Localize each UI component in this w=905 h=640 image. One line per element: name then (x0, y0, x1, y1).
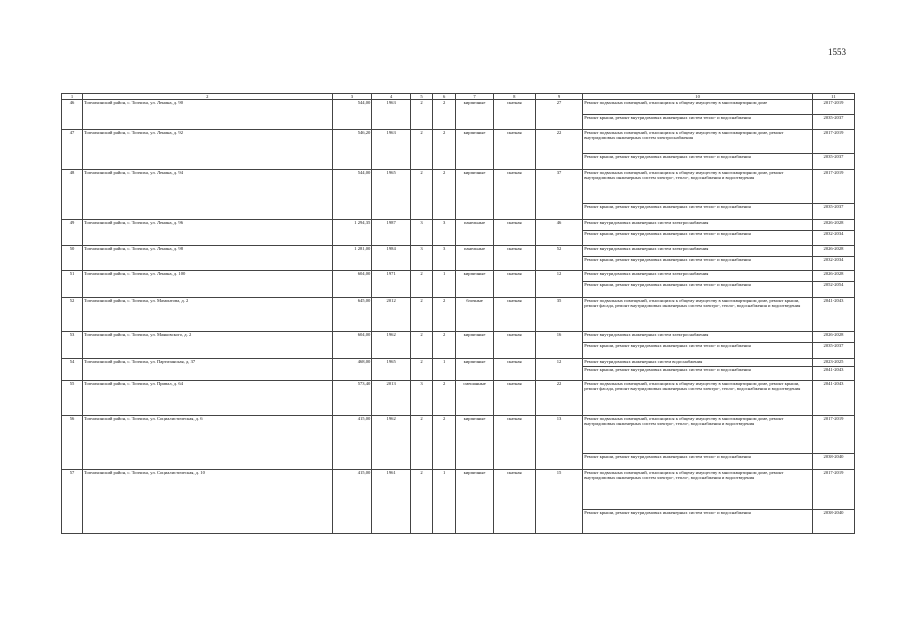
floors-cell: 2 (410, 416, 432, 470)
table-row (62, 381, 855, 416)
table-row (62, 271, 855, 282)
row-number: 55 (62, 381, 83, 416)
area-cell: 573,40 (332, 381, 372, 416)
apartments-cell: 13 (535, 416, 582, 470)
row-number: 54 (62, 359, 83, 381)
column-header: 7 (456, 94, 494, 100)
table-row (62, 416, 855, 454)
work-description-cell: Ремонт крыши, ремонт внутридомовых инженерных систем тепло- и водоснабжения (583, 282, 813, 298)
apartments-cell: 15 (535, 470, 582, 534)
area-cell: 1 294,35 (332, 220, 372, 246)
table-row (62, 100, 855, 115)
year-cell: 2012 (372, 298, 411, 332)
apartments-cell: 52 (535, 246, 582, 271)
year-cell: 1962 (372, 416, 411, 470)
column-header: 5 (410, 94, 432, 100)
entrances-cell: 1 (433, 359, 456, 381)
roof-type-cell: скатная (493, 416, 535, 470)
roof-type-cell: скатная (493, 170, 535, 220)
work-description-cell: Ремонт крыши, ремонт внутридомовых инженерных систем тепло- и водоснабжения (583, 510, 813, 534)
period-cell: 2017-2019 (812, 416, 854, 454)
period-cell: 2035-2037 (812, 204, 854, 220)
work-description-cell: Ремонт крыши, ремонт внутридомовых инженерных систем тепло- и водоснабжения (583, 454, 813, 470)
period-cell: 2032-2034 (812, 257, 854, 271)
wall-material-cell: кирпичные (456, 470, 494, 534)
period-cell: 2041-2043 (812, 381, 854, 416)
entrances-cell: 2 (433, 381, 456, 416)
row-number: 48 (62, 170, 83, 220)
floors-cell: 2 (410, 100, 432, 130)
work-description-cell: Ремонт крыши, ремонт внутридомовых инженерных систем тепло- и водоснабжения (583, 154, 813, 170)
row-number: 57 (62, 470, 83, 534)
period-cell: 2041-2043 (812, 298, 854, 332)
address-cell: Топчихинский район, с. Топчиха, ул. Социалистическая, д. 10 (82, 470, 332, 534)
period-cell: 2038-2040 (812, 510, 854, 534)
entrances-cell: 2 (433, 100, 456, 130)
apartments-cell: 37 (535, 170, 582, 220)
area-cell: 1 281,00 (332, 246, 372, 271)
row-number: 52 (62, 298, 83, 332)
floors-cell: 3 (410, 381, 432, 416)
floors-cell: 2 (410, 470, 432, 534)
roof-type-cell: скатная (493, 271, 535, 298)
table-row (62, 470, 855, 510)
period-cell: 2035-2037 (812, 115, 854, 130)
work-description-cell: Ремонт крыши, ремонт внутридомовых инженерных систем тепло- и водоснабжения (583, 343, 813, 359)
address-cell: Топчихинский район, с. Топчиха, ул. Партизанская, д. 37 (82, 359, 332, 381)
apartments-cell: 46 (535, 220, 582, 246)
floors-cell: 3 (410, 220, 432, 246)
apartments-cell: 27 (535, 100, 582, 130)
year-cell: 1987 (372, 220, 411, 246)
wall-material-cell: кирпичные (456, 100, 494, 130)
column-header: 2 (82, 94, 332, 100)
column-header: 10 (583, 94, 813, 100)
period-cell: 2038-2040 (812, 454, 854, 470)
table-row (62, 170, 855, 204)
wall-material-cell: панельные (456, 246, 494, 271)
floors-cell: 2 (410, 170, 432, 220)
row-number: 53 (62, 332, 83, 359)
apartments-cell: 22 (535, 130, 582, 170)
work-description-cell: Ремонт крыши, ремонт внутридомовых инженерных систем тепло- и водоснабжения (583, 367, 813, 381)
work-description-cell: Ремонт подвальных помещений, относящихся к общему имуществу в многоквартирном доме (583, 100, 813, 115)
area-cell: 544,00 (332, 100, 372, 130)
apartments-cell: 35 (535, 298, 582, 332)
table-row (62, 220, 855, 231)
period-cell: 2026-2028 (812, 332, 854, 343)
floors-cell: 2 (410, 271, 432, 298)
row-number: 49 (62, 220, 83, 246)
address-cell: Топчихинский район, с. Топчиха, ул. Социалистическая, д. 6 (82, 416, 332, 470)
row-number: 50 (62, 246, 83, 271)
year-cell: 1984 (372, 246, 411, 271)
entrances-cell: 3 (433, 246, 456, 271)
wall-material-cell: блочные (456, 298, 494, 332)
period-cell: 2035-2037 (812, 343, 854, 359)
column-header: 4 (372, 94, 411, 100)
wall-material-cell: кирпичные (456, 271, 494, 298)
entrances-cell: 2 (433, 416, 456, 470)
wall-material-cell: кирпичные (456, 130, 494, 170)
table-row (62, 246, 855, 257)
column-header: 6 (433, 94, 456, 100)
roof-type-cell: скатная (493, 220, 535, 246)
address-cell: Топчихинский район, с. Топчиха, ул. Ленина, д. 92 (82, 130, 332, 170)
address-cell: Топчихинский район, с. Топчиха, ул. Мамонтова, д. 2 (82, 298, 332, 332)
period-cell: 2035-2037 (812, 154, 854, 170)
wall-material-cell: кирпичные (456, 170, 494, 220)
year-cell: 1962 (372, 332, 411, 359)
row-number: 46 (62, 100, 83, 130)
address-cell: Топчихинский район, с. Топчиха, ул. Ленина, д. 100 (82, 271, 332, 298)
area-cell: 544,00 (332, 170, 372, 220)
entrances-cell: 2 (433, 332, 456, 359)
roof-type-cell: скатная (493, 359, 535, 381)
apartments-cell: 16 (535, 332, 582, 359)
row-number: 51 (62, 271, 83, 298)
area-cell: 415,00 (332, 416, 372, 470)
period-cell: 2017-2019 (812, 100, 854, 115)
roof-type-cell: скатная (493, 298, 535, 332)
period-cell: 2023-2025 (812, 359, 854, 367)
work-description-cell: Ремонт крыши, ремонт внутридомовых инженерных систем тепло- и водоснабжения (583, 231, 813, 246)
area-cell: 415,00 (332, 470, 372, 534)
address-cell: Топчихинский район, с. Топчиха, ул. Маяковского, д. 2 (82, 332, 332, 359)
work-description-cell: Ремонт подвальных помещений, относящихся к общему имуществу в многоквартирном доме, ремонт крыши, ремонт фасада, ремонт внутридомовых инженерных систем электро-, тепло-, водоснабжения и водоотведения (583, 381, 813, 416)
period-cell: 2041-2043 (812, 367, 854, 381)
floors-cell: 3 (410, 246, 432, 271)
work-description-cell: Ремонт подвальных помещений, относящихся к общему имуществу в многоквартирном доме, ремонт внутридомовых инженерных систем электро-, тепло-, водоснабжения и водоотведения (583, 470, 813, 510)
work-description-cell: Ремонт внутридомовых инженерных систем электроснабжения (583, 271, 813, 282)
work-description-cell: Ремонт внутридомовых инженерных систем водоснабжения (583, 359, 813, 367)
apartments-cell: 12 (535, 359, 582, 381)
year-cell: 1961 (372, 470, 411, 534)
floors-cell: 2 (410, 359, 432, 381)
table-row (62, 298, 855, 332)
year-cell: 1963 (372, 130, 411, 170)
year-cell: 2013 (372, 381, 411, 416)
period-cell: 2052-2054 (812, 282, 854, 298)
entrances-cell: 2 (433, 170, 456, 220)
area-cell: 645,00 (332, 298, 372, 332)
entrances-cell: 3 (433, 220, 456, 246)
apartments-cell: 22 (535, 381, 582, 416)
address-cell: Топчихинский район, с. Топчиха, ул. Ленина, д. 96 (82, 220, 332, 246)
row-number: 47 (62, 130, 83, 170)
period-cell: 2032-2034 (812, 231, 854, 246)
column-header: 3 (332, 94, 372, 100)
apartments-cell: 12 (535, 271, 582, 298)
page-number: 1553 (828, 47, 846, 57)
work-description-cell: Ремонт крыши, ремонт внутридомовых инженерных систем тепло- и водоснабжения (583, 204, 813, 220)
table-row (62, 359, 855, 367)
column-header: 9 (535, 94, 582, 100)
roof-type-cell: скатная (493, 100, 535, 130)
housing-register-table (61, 93, 855, 534)
roof-type-cell: скатная (493, 246, 535, 271)
entrances-cell: 1 (433, 271, 456, 298)
work-description-cell: Ремонт крыши, ремонт внутридомовых инженерных систем тепло- и водоснабжения (583, 115, 813, 130)
work-description-cell: Ремонт подвальных помещений, относящихся к общему имуществу в многоквартирном доме, ремонт крыши, ремонт фасада, ремонт внутридомовых инженерных систем электро-, тепло-, водоснабжения и водоотведения (583, 298, 813, 332)
address-cell: Топчихинский район, с. Топчиха, ул. Ленина, д. 90 (82, 100, 332, 130)
wall-material-cell: кирпичные (456, 332, 494, 359)
address-cell: Топчихинский район, с. Топчиха, ул. Ленина, д. 98 (82, 246, 332, 271)
period-cell: 2026-2028 (812, 220, 854, 231)
period-cell: 2026-2028 (812, 271, 854, 282)
table-row (62, 332, 855, 343)
year-cell: 1963 (372, 100, 411, 130)
period-cell: 2017-2019 (812, 170, 854, 204)
wall-material-cell: панельные (456, 220, 494, 246)
wall-material-cell: кирпичные (456, 359, 494, 381)
work-description-cell: Ремонт подвальных помещений, относящихся к общему имуществу в многоквартирном доме, ремонт внутридомовых инженерных систем электроснабжения (583, 130, 813, 154)
floors-cell: 2 (410, 332, 432, 359)
address-cell: Топчихинский район, с. Топчиха, ул. Привал, д. 64 (82, 381, 332, 416)
roof-type-cell: скатная (493, 130, 535, 170)
area-cell: 546,20 (332, 130, 372, 170)
row-number: 56 (62, 416, 83, 470)
entrances-cell: 2 (433, 298, 456, 332)
column-header: 1 (62, 94, 83, 100)
work-description-cell: Ремонт внутридомовых инженерных систем электроснабжения (583, 220, 813, 231)
work-description-cell: Ремонт внутридомовых инженерных систем электроснабжения (583, 332, 813, 343)
column-header: 11 (812, 94, 854, 100)
roof-type-cell: скатная (493, 470, 535, 534)
area-cell: 604,00 (332, 271, 372, 298)
floors-cell: 2 (410, 130, 432, 170)
work-description-cell: Ремонт подвальных помещений, относящихся к общему имуществу в многоквартирном доме, ремонт внутридомовых инженерных систем электро-, тепло-, водоснабжения и водоотведения (583, 416, 813, 454)
work-description-cell: Ремонт подвальных помещений, относящихся к общему имуществу в многоквартирном доме, ремонт внутридомовых инженерных систем электро-, тепло-, водоснабжения и водоотведения (583, 170, 813, 204)
period-cell: 2026-2028 (812, 246, 854, 257)
year-cell: 1965 (372, 359, 411, 381)
column-header: 8 (493, 94, 535, 100)
floors-cell: 2 (410, 298, 432, 332)
entrances-cell: 1 (433, 470, 456, 534)
area-cell: 604,00 (332, 332, 372, 359)
area-cell: 468,00 (332, 359, 372, 381)
entrances-cell: 2 (433, 130, 456, 170)
roof-type-cell: скатная (493, 332, 535, 359)
period-cell: 2017-2019 (812, 470, 854, 510)
wall-material-cell: смешанные (456, 381, 494, 416)
work-description-cell: Ремонт крыши, ремонт внутридомовых инженерных систем тепло- и водоснабжения (583, 257, 813, 271)
period-cell: 2017-2019 (812, 130, 854, 154)
wall-material-cell: кирпичные (456, 416, 494, 470)
table-row (62, 130, 855, 154)
roof-type-cell: скатная (493, 381, 535, 416)
work-description-cell: Ремонт внутридомовых инженерных систем электроснабжения (583, 246, 813, 257)
year-cell: 1965 (372, 170, 411, 220)
year-cell: 1971 (372, 271, 411, 298)
address-cell: Топчихинский район, с. Топчиха, ул. Ленина, д. 94 (82, 170, 332, 220)
